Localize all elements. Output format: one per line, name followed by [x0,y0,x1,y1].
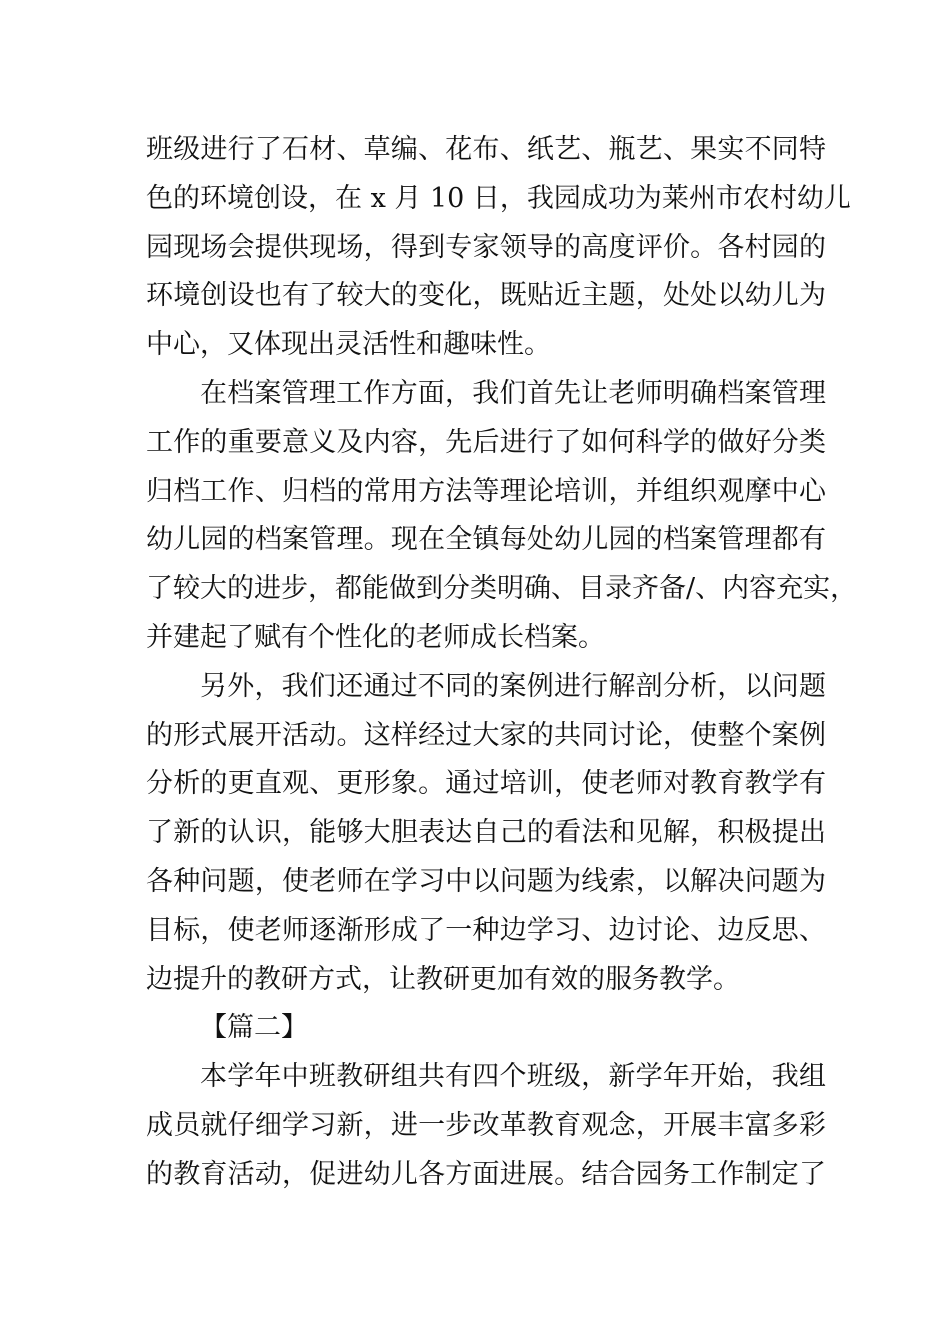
text-line: 色的环境创设，在 x 月 10 日，我园成功为莱州市农村幼儿 [146,182,851,214]
text-line: 了新的认识，能够大胆表达自己的看法和见解，积极提出 [146,817,826,849]
text-line: 各种问题，使老师在学习中以问题为线索，以解决问题为 [146,865,826,897]
heading-text: 【篇二】 [200,1012,308,1044]
paragraph [146,663,826,1005]
text-line: 并建起了赋有个性化的老师成长档案。 [146,621,605,653]
paragraph [146,126,851,370]
text-line: 幼儿园的档案管理。现在全镇每处幼儿园的档案管理都有 [146,524,826,556]
text-line: 分析的更直观、更形象。通过培训，使老师对教育教学有 [146,768,826,800]
text-line: 归档工作、归档的常用方法等理论培训，并组织观摩中心 [146,475,826,507]
text-line: 边提升的教研方式，让教研更加有效的服务教学。 [146,963,740,995]
text-line: 班级进行了石材、草编、花布、纸艺、瓶艺、果实不同特 [146,134,826,165]
text-line: 园现场会提供现场，得到专家领导的高度评价。各村园的 [146,231,826,263]
text-line: 在档案管理工作方面，我们首先让老师明确档案管理 [200,377,826,409]
text-line: 成员就仔细学习新，进一步改革教育观念，开展丰富多彩 [146,1109,826,1141]
text-line: 的教育活动，促进幼儿各方面进展。结合园务工作制定了 [146,1158,826,1190]
paragraph [146,1053,826,1199]
text-line: 另外，我们还通过不同的案例进行解剖分析，以问题 [200,670,826,702]
text-line: 目标，使老师逐渐形成了一种边学习、边讨论、边反思、 [146,914,826,946]
text-line: 中心，又体现出灵活性和趣味性。 [146,329,551,361]
text-line: 了较大的进步，都能做到分类明确、目录齐备/、内容充实， [146,573,858,605]
text-line: 的形式展开活动。这样经过大家的共同讨论，使整个案例 [146,719,826,751]
section-heading [146,1004,826,1053]
document-body [146,126,858,1200]
paragraph [146,370,858,663]
text-line: 环境创设也有了较大的变化，既贴近主题，处处以幼儿为 [146,280,826,312]
text-line: 工作的重要意义及内容，先后进行了如何科学的做好分类 [146,426,826,458]
text-line: 本学年中班教研组共有四个班级，新学年开始，我组 [200,1061,826,1093]
